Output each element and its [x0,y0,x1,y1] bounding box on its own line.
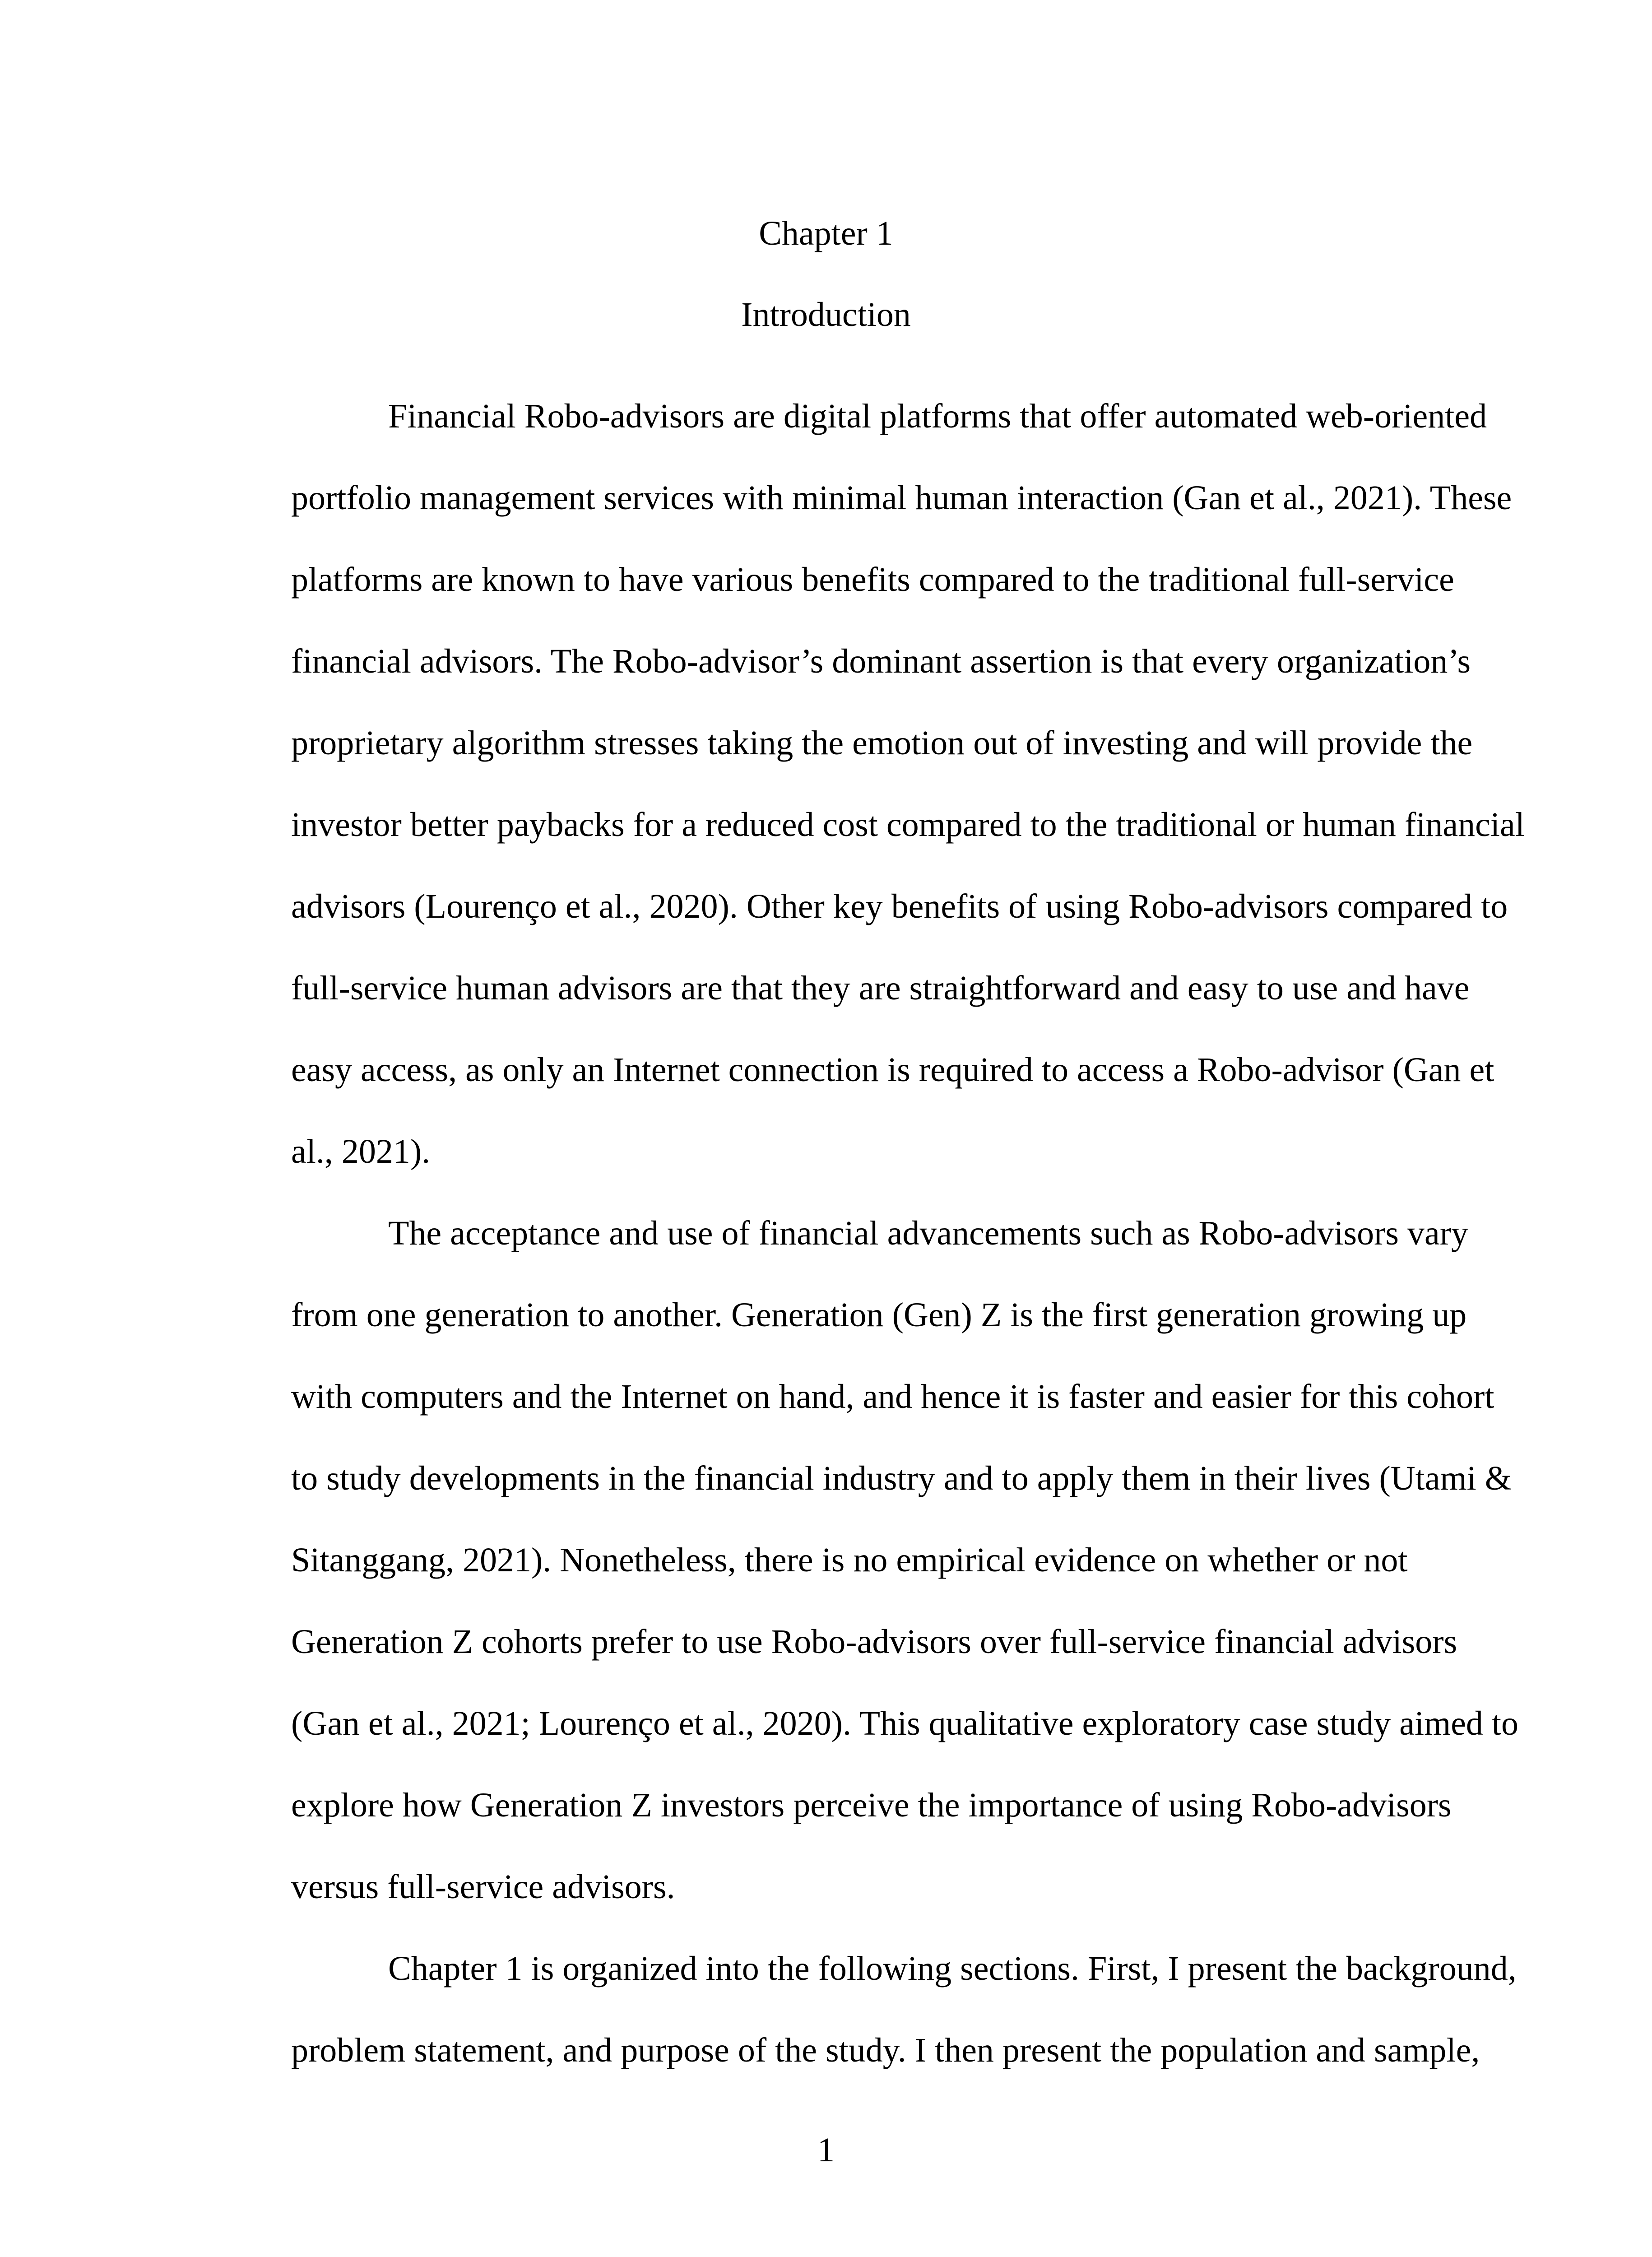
paragraph-2-line-6: Generation Z cohorts prefer to use Robo-advisors over full-service financial advisors [291,1623,1457,1661]
paragraph-1-line-9: easy access, as only an Internet connection is required to access a Robo-advisor (Gan et [291,1051,1494,1089]
paragraph-1-line-3: platforms are known to have various benefits compared to the traditional full-service [291,561,1454,599]
paragraph-1-line-5: proprietary algorithm stresses taking the emotion out of investing and will provide the [291,724,1473,762]
paragraph-2-line-8: explore how Generation Z investors perceive the importance of using Robo-advisors [291,1786,1452,1824]
paragraph-3-line-2: problem statement, and purpose of the study. I then present the population and sample, [291,2031,1480,2069]
paragraph-2-line-5: Sitanggang, 2021). Nonetheless, there is no empirical evidence on whether or not [291,1541,1408,1579]
paragraph-1-line-2: portfolio management services with minimal human interaction (Gan et al., 2021). These [291,479,1512,517]
body-text [291,376,1525,2091]
paragraph-1-line-4: financial advisors. The Robo-advisor’s dominant assertion is that every organization’s [291,642,1471,680]
paragraph-1-line-8: full-service human advisors are that they are straightforward and easy to use and have [291,969,1470,1007]
paragraph-2-line-4: to study developments in the financial industry and to apply them in their lives (Utami & [291,1459,1512,1497]
paragraph-2-line-1: The acceptance and use of financial advancements such as Robo-advisors vary [388,1214,1469,1252]
paragraph-2-line-9: versus full-service advisors. [291,1868,675,1906]
paragraph-1-line-7: advisors (Lourenço et al., 2020). Other key benefits of using Robo-advisors compared to [291,887,1508,925]
paragraph-2-line-7: (Gan et al., 2021; Lourenço et al., 2020). This qualitative exploratory case study aimed to [291,1704,1519,1742]
paragraph-1-line-6: investor better paybacks for a reduced cost compared to the traditional or human financial [291,806,1525,844]
paragraph-2-line-3: with computers and the Internet on hand, and hence it is faster and easier for this cohort [291,1378,1494,1416]
paragraph-2-line-2: from one generation to another. Generation (Gen) Z is the first generation growing up [291,1296,1467,1334]
paragraph-3-line-1: Chapter 1 is organized into the following sections. First, I present the background, [388,1950,1517,1988]
paragraph-1-line-1: Financial Robo-advisors are digital platforms that offer automated web-oriented [388,397,1487,435]
paragraph-1-line-10: al., 2021). [291,1133,431,1170]
chapter-heading: Chapter 1 [759,214,893,252]
section-heading: Introduction [741,296,911,334]
page-number: 1 [817,2131,835,2169]
